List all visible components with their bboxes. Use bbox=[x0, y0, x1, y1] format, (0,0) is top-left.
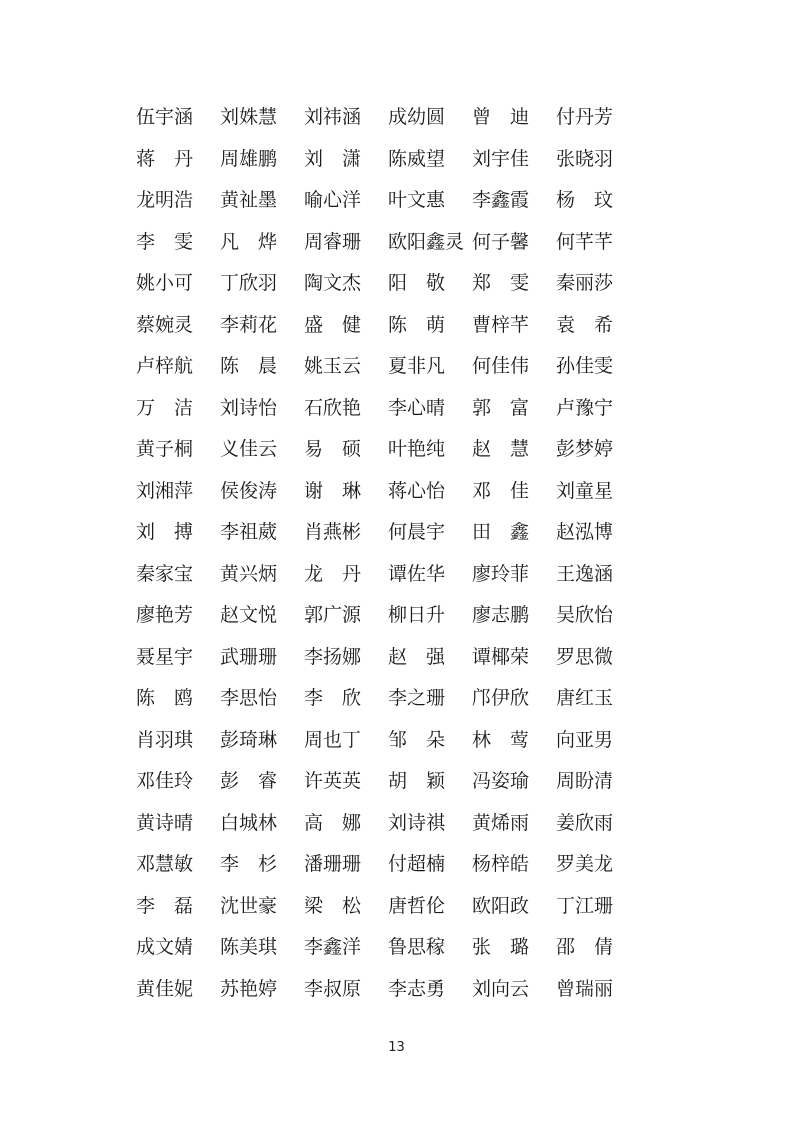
name-cell: 秦丽莎 bbox=[556, 272, 614, 294]
name-cell: 刘诗祺 bbox=[388, 811, 446, 834]
name-cell: 李志勇 bbox=[388, 977, 446, 1000]
name-cell: 林 莺 bbox=[472, 728, 530, 751]
name-cell: 夏非凡 bbox=[388, 355, 446, 377]
name-cell: 李 欣 bbox=[304, 687, 362, 709]
name-cell: 谭椰荣 bbox=[472, 645, 530, 668]
name-cell: 廖玲菲 bbox=[472, 562, 530, 585]
name-cell: 刘向云 bbox=[472, 977, 530, 1000]
name-cell: 侯俊涛 bbox=[220, 479, 278, 502]
name-cell: 廖艳芳 bbox=[136, 604, 194, 626]
name-cell: 胡 颖 bbox=[388, 770, 446, 792]
name-cell: 刘诗怡 bbox=[220, 396, 278, 419]
name-cell: 刘 搏 bbox=[136, 521, 194, 543]
name-cell: 杨 玟 bbox=[556, 189, 614, 211]
name-cell: 唐哲伦 bbox=[388, 894, 446, 917]
name-cell: 叶艳纯 bbox=[388, 438, 446, 460]
name-cell: 谭佐华 bbox=[388, 562, 446, 585]
name-cell: 陈 晨 bbox=[220, 355, 278, 377]
name-cell: 万 洁 bbox=[136, 396, 194, 419]
name-cell: 龙 丹 bbox=[304, 562, 362, 585]
name-cell: 义佳云 bbox=[220, 438, 278, 460]
name-cell: 冯姿瑜 bbox=[472, 770, 530, 792]
name-cell: 李扬娜 bbox=[304, 645, 362, 668]
name-cell: 张晓羽 bbox=[556, 147, 614, 170]
name-cell: 刘童星 bbox=[556, 479, 614, 502]
name-cell: 凡 烨 bbox=[220, 230, 278, 253]
name-cell: 高 娜 bbox=[304, 811, 362, 834]
name-cell: 袁 希 bbox=[556, 313, 614, 336]
name-cell: 潘珊珊 bbox=[304, 853, 362, 875]
name-cell: 黄子桐 bbox=[136, 438, 194, 460]
name-cell: 周雄鹏 bbox=[220, 147, 278, 170]
name-cell: 李之珊 bbox=[388, 687, 446, 709]
name-cell: 成文婧 bbox=[136, 936, 194, 958]
name-cell: 罗美龙 bbox=[556, 853, 614, 875]
name-cell: 卢梓航 bbox=[136, 355, 194, 377]
name-cell: 刘宇佳 bbox=[472, 147, 530, 170]
name-cell: 曾瑞丽 bbox=[556, 977, 614, 1000]
name-cell: 成幼圆 bbox=[388, 106, 446, 128]
name-cell: 李祖葳 bbox=[220, 521, 278, 543]
name-cell: 郭广源 bbox=[304, 604, 362, 626]
name-cell: 白城林 bbox=[220, 811, 278, 834]
name-cell: 邹 朵 bbox=[388, 728, 446, 751]
name-cell: 李莉花 bbox=[220, 313, 278, 336]
name-cell: 周也丁 bbox=[304, 728, 362, 751]
name-cell: 丁江珊 bbox=[556, 894, 614, 917]
name-cell: 何晨宇 bbox=[388, 521, 446, 543]
name-cell: 李 雯 bbox=[136, 230, 194, 253]
name-cell: 姜欣雨 bbox=[556, 811, 614, 834]
name-cell: 刘祎涵 bbox=[304, 106, 362, 128]
name-cell: 易 硕 bbox=[304, 438, 362, 460]
page-number: 13 bbox=[388, 1040, 405, 1055]
name-cell: 何佳伟 bbox=[472, 355, 530, 377]
name-cell: 付超楠 bbox=[388, 853, 446, 875]
name-cell: 苏艳婷 bbox=[220, 977, 278, 1000]
name-cell: 孙佳雯 bbox=[556, 355, 614, 377]
name-cell: 蒋 丹 bbox=[136, 147, 194, 170]
name-cell: 喻心洋 bbox=[304, 189, 362, 211]
name-cell: 陈威望 bbox=[388, 147, 446, 170]
name-cell: 叶文惠 bbox=[388, 189, 446, 211]
name-cell: 赵 强 bbox=[388, 645, 446, 668]
name-cell: 陶文杰 bbox=[304, 272, 362, 294]
name-cell: 彭梦婷 bbox=[556, 438, 614, 460]
name-cell: 沈世豪 bbox=[220, 894, 278, 917]
name-cell: 蔡婉灵 bbox=[136, 313, 194, 336]
name-cell: 石欣艳 bbox=[304, 396, 362, 419]
name-cell: 肖燕彬 bbox=[304, 521, 362, 543]
name-list-grid bbox=[136, 97, 640, 1010]
name-cell: 刘湘萍 bbox=[136, 479, 194, 502]
name-cell: 向亚男 bbox=[556, 728, 614, 751]
name-cell: 曾 迪 bbox=[472, 106, 530, 128]
name-cell: 丁欣羽 bbox=[220, 272, 278, 294]
name-cell: 郑 雯 bbox=[472, 272, 530, 294]
name-cell: 肖羽琪 bbox=[136, 728, 194, 751]
name-cell: 黄烯雨 bbox=[472, 811, 530, 834]
name-cell: 黄祉墨 bbox=[220, 189, 278, 211]
name-cell: 彭琦琳 bbox=[220, 728, 278, 751]
name-cell: 杨梓皓 bbox=[472, 853, 530, 875]
name-cell: 鲁思稼 bbox=[388, 936, 446, 958]
name-cell: 李 杉 bbox=[220, 853, 278, 875]
name-cell: 张 璐 bbox=[472, 936, 530, 958]
name-cell: 黄诗晴 bbox=[136, 811, 194, 834]
name-cell: 赵 慧 bbox=[472, 438, 530, 460]
name-cell: 周盼清 bbox=[556, 770, 614, 792]
name-cell: 秦家宝 bbox=[136, 562, 194, 585]
name-cell: 陈 鸥 bbox=[136, 687, 194, 709]
name-cell: 郭 富 bbox=[472, 396, 530, 419]
name-cell: 黄兴炳 bbox=[220, 562, 278, 585]
name-cell: 姚小可 bbox=[136, 272, 194, 294]
name-cell: 邓慧敏 bbox=[136, 853, 194, 875]
name-cell: 陈 萌 bbox=[388, 313, 446, 336]
name-cell: 李鑫霞 bbox=[472, 189, 530, 211]
name-cell: 赵泓博 bbox=[556, 521, 614, 543]
name-cell: 阳 敬 bbox=[388, 272, 446, 294]
name-cell: 王逸涵 bbox=[556, 562, 614, 585]
name-cell: 邵 倩 bbox=[556, 936, 614, 958]
name-cell: 柳日升 bbox=[388, 604, 446, 626]
name-cell: 李鑫洋 bbox=[304, 936, 362, 958]
name-cell: 龙明浩 bbox=[136, 189, 194, 211]
name-cell: 彭 睿 bbox=[220, 770, 278, 792]
name-cell: 曹梓芊 bbox=[472, 313, 530, 336]
name-cell: 何芊芊 bbox=[556, 230, 614, 253]
name-cell: 周睿珊 bbox=[304, 230, 362, 253]
name-cell: 聂星宇 bbox=[136, 645, 194, 668]
name-cell: 廖志鹏 bbox=[472, 604, 530, 626]
name-cell: 盛 健 bbox=[304, 313, 362, 336]
name-cell: 付丹芳 bbox=[556, 106, 614, 128]
name-cell: 邓 佳 bbox=[472, 479, 530, 502]
name-cell: 许英英 bbox=[304, 770, 362, 792]
name-cell: 邝伊欣 bbox=[472, 687, 530, 709]
name-cell: 欧阳鑫灵 bbox=[388, 230, 465, 253]
name-cell: 蒋心怡 bbox=[388, 479, 446, 502]
name-cell: 李叔原 bbox=[304, 977, 362, 1000]
name-cell: 梁 松 bbox=[304, 894, 362, 917]
name-cell: 伍宇涵 bbox=[136, 106, 194, 128]
name-cell: 李思怡 bbox=[220, 687, 278, 709]
name-cell: 赵文悦 bbox=[220, 604, 278, 626]
name-cell: 姚玉云 bbox=[304, 355, 362, 377]
name-cell: 欧阳政 bbox=[472, 894, 530, 917]
name-cell: 唐红玉 bbox=[556, 687, 614, 709]
name-cell: 何子馨 bbox=[472, 230, 530, 253]
name-cell: 刘姝慧 bbox=[220, 106, 278, 128]
name-cell: 陈美琪 bbox=[220, 936, 278, 958]
name-cell: 吴欣怡 bbox=[556, 604, 614, 626]
name-cell: 李心晴 bbox=[388, 396, 446, 419]
name-cell: 黄佳妮 bbox=[136, 977, 194, 1000]
name-cell: 罗思微 bbox=[556, 645, 614, 668]
name-cell: 卢豫宁 bbox=[556, 396, 614, 419]
name-cell: 田 鑫 bbox=[472, 521, 530, 543]
name-cell: 武珊珊 bbox=[220, 645, 278, 668]
name-cell: 邓佳玲 bbox=[136, 770, 194, 792]
name-cell: 李 磊 bbox=[136, 894, 194, 917]
name-cell: 谢 琳 bbox=[304, 479, 362, 502]
name-cell: 刘 潇 bbox=[304, 147, 362, 170]
